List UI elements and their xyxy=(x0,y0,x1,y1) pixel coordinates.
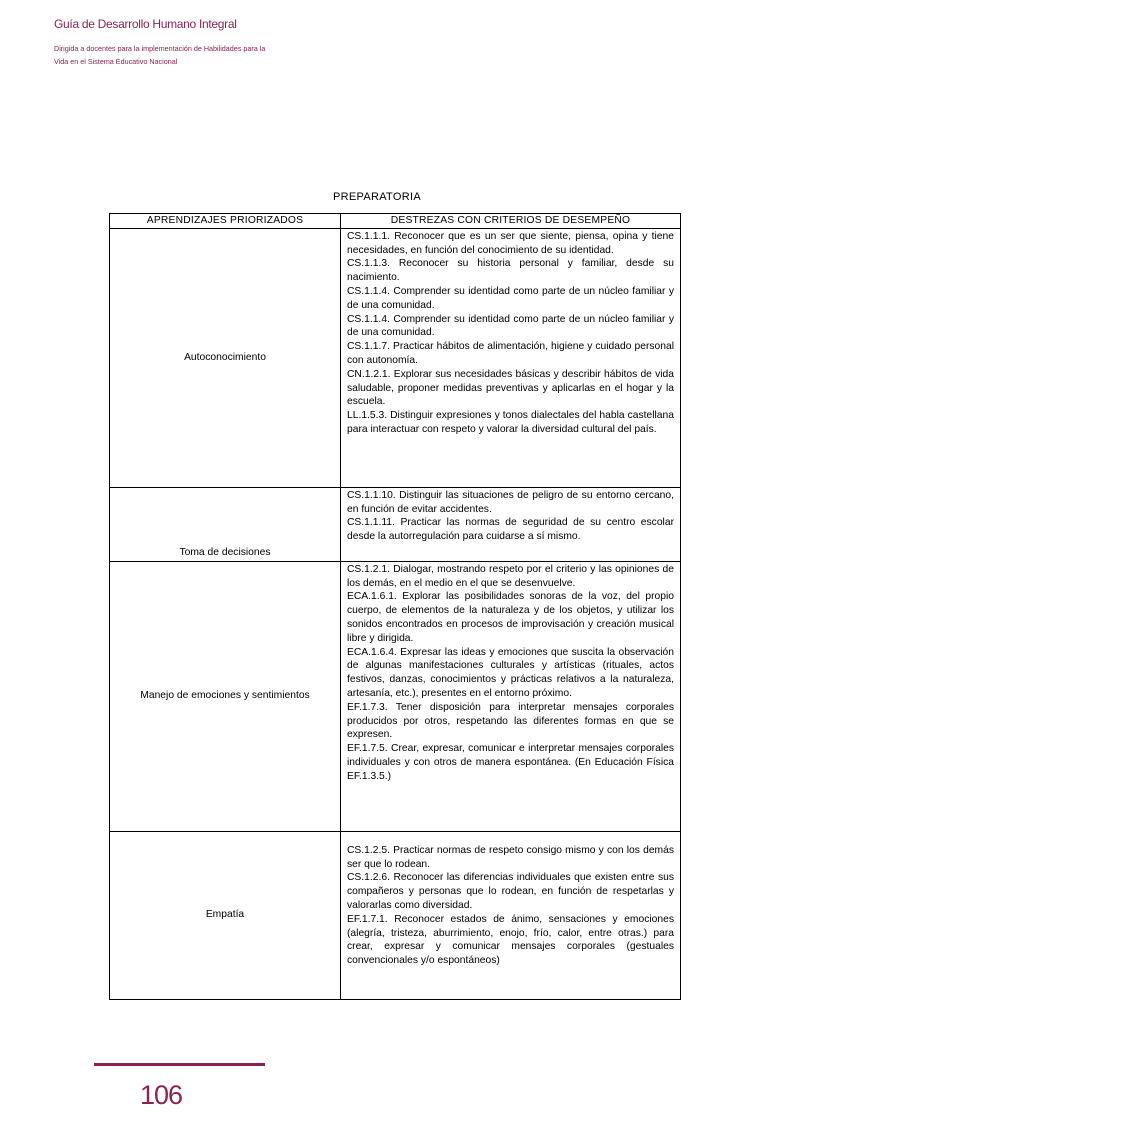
skill-item: CN.1.2.1. Explorar sus necesidades básicas y describir hábitos de vida saludable, proponer medidas preventivas y aplicarlas en el hogar y la escuela. xyxy=(347,368,674,408)
learning-cell: Empatía xyxy=(110,831,341,999)
document-subtitle xyxy=(54,43,314,68)
table-row xyxy=(110,487,681,561)
skill-item: CS.1.2.6. Reconocer las diferencias individuales que existen entre sus compañeros y personas que lo rodean, en función de respetarlas y valorarlas como diversidad. xyxy=(347,872,674,911)
skills-cell xyxy=(341,487,681,561)
skill-item: CS.1.2.5. Practicar normas de respeto consigo mismo y con los demás ser que lo rodean. xyxy=(347,844,674,870)
skill-item: CS.1.1.7. Practicar hábitos de alimentación, higiene y cuidado personal con autonomía. xyxy=(347,341,674,366)
skill-item: CS.1.1.4. Comprender su identidad como parte de un núcleo familiar y de una comunidad. xyxy=(347,285,674,311)
skills-cell xyxy=(341,228,681,487)
page-number: 106 xyxy=(140,1080,183,1110)
skill-item: CS.1.1.1. Reconocer que es un ser que siente, piensa, opina y tiene necesidades, en función del conocimiento de su identidad. xyxy=(347,230,674,256)
skills-cell xyxy=(341,561,681,831)
subtitle-line-2: Vida en el Sistema Educativo Nacional xyxy=(54,56,178,66)
skill-item: ECA.1.6.4. Expresar las ideas y emociones que suscita la observación de algunas manifestaciones culturales y artísticas (rituales, actos festivos, danzas, conocimientos y prácticas relativos a la naturaleza, artesanía, etc.), presentes en el entorno próximo. xyxy=(347,646,674,699)
document-title: Guía de Desarrollo Humano Integral xyxy=(54,17,237,31)
table-row xyxy=(110,831,681,999)
skill-item: CS.1.1.11. Practicar las normas de seguridad de su centro escolar desde la autorregulación para cuidarse a sí mismo. xyxy=(347,517,674,543)
skill-item: CS.1.1.4. Comprender su identidad como parte de un núcleo familiar y de una comunidad. xyxy=(347,313,674,339)
table-header-row xyxy=(110,214,681,229)
skill-item: EF.1.7.1. Reconocer estados de ánimo, sensaciones y emociones (alegría, tristeza, aburrimiento, enojo, frío, calor, entre otras.) para crear, expresar y comunicar mensajes corporales (gestuales convencionales y/o espontáneos) xyxy=(347,913,674,967)
skill-item: CS.1.1.3. Reconocer su historia personal y familiar, desde su nacimiento. xyxy=(347,258,674,284)
table-row xyxy=(110,228,681,487)
column-header-learning: APRENDIZAJES PRIORIZADOS xyxy=(110,214,341,229)
skill-item: CS.1.1.10. Distinguir las situaciones de peligro de su entorno cercano, en función de evitar accidentes. xyxy=(347,489,674,515)
learning-cell: Manejo de emociones y sentimientos xyxy=(110,561,341,831)
skill-item: EF.1.7.5. Crear, expresar, comunicar e interpretar mensajes corporales individuales y con otros de manera espontánea. (En Educación Física EF.1.3.5.) xyxy=(347,743,674,782)
skills-cell xyxy=(341,831,681,999)
subtitle-line-1: Dirigida a docentes para la implementación de Habilidades para la xyxy=(54,44,266,53)
footer-divider xyxy=(94,1063,265,1066)
column-header-skills: DESTREZAS CON CRITERIOS DE DESEMPEÑO xyxy=(341,214,681,229)
skill-item: EF.1.7.3. Tener disposición para interpretar mensajes corporales producidos por otros, respetando las diferentes formas en que se expresen. xyxy=(347,701,674,741)
table-row xyxy=(110,561,681,831)
skill-item: CS.1.2.1. Dialogar, mostrando respeto por el criterio y las opiniones de los demás, en el medio en el que se desenvuelve. xyxy=(347,563,674,589)
skill-item: LL.1.5.3. Distinguir expresiones y tonos dialectales del habla castellana para interactuar con respeto y valorar la diversidad cultural del país. xyxy=(347,410,674,435)
learning-cell: Autoconocimiento xyxy=(110,228,341,487)
skill-item: ECA.1.6.1. Explorar las posibilidades sonoras de la voz, del propio cuerpo, de elementos de la naturaleza y de los objetos, y utilizar los sonidos encontrados en procesos de improvisación y creación musical libre y dirigida. xyxy=(347,591,674,644)
section-title: PREPARATORIA xyxy=(333,191,421,203)
learning-cell: Toma de decisiones xyxy=(110,487,341,561)
skills-table xyxy=(109,213,681,1000)
